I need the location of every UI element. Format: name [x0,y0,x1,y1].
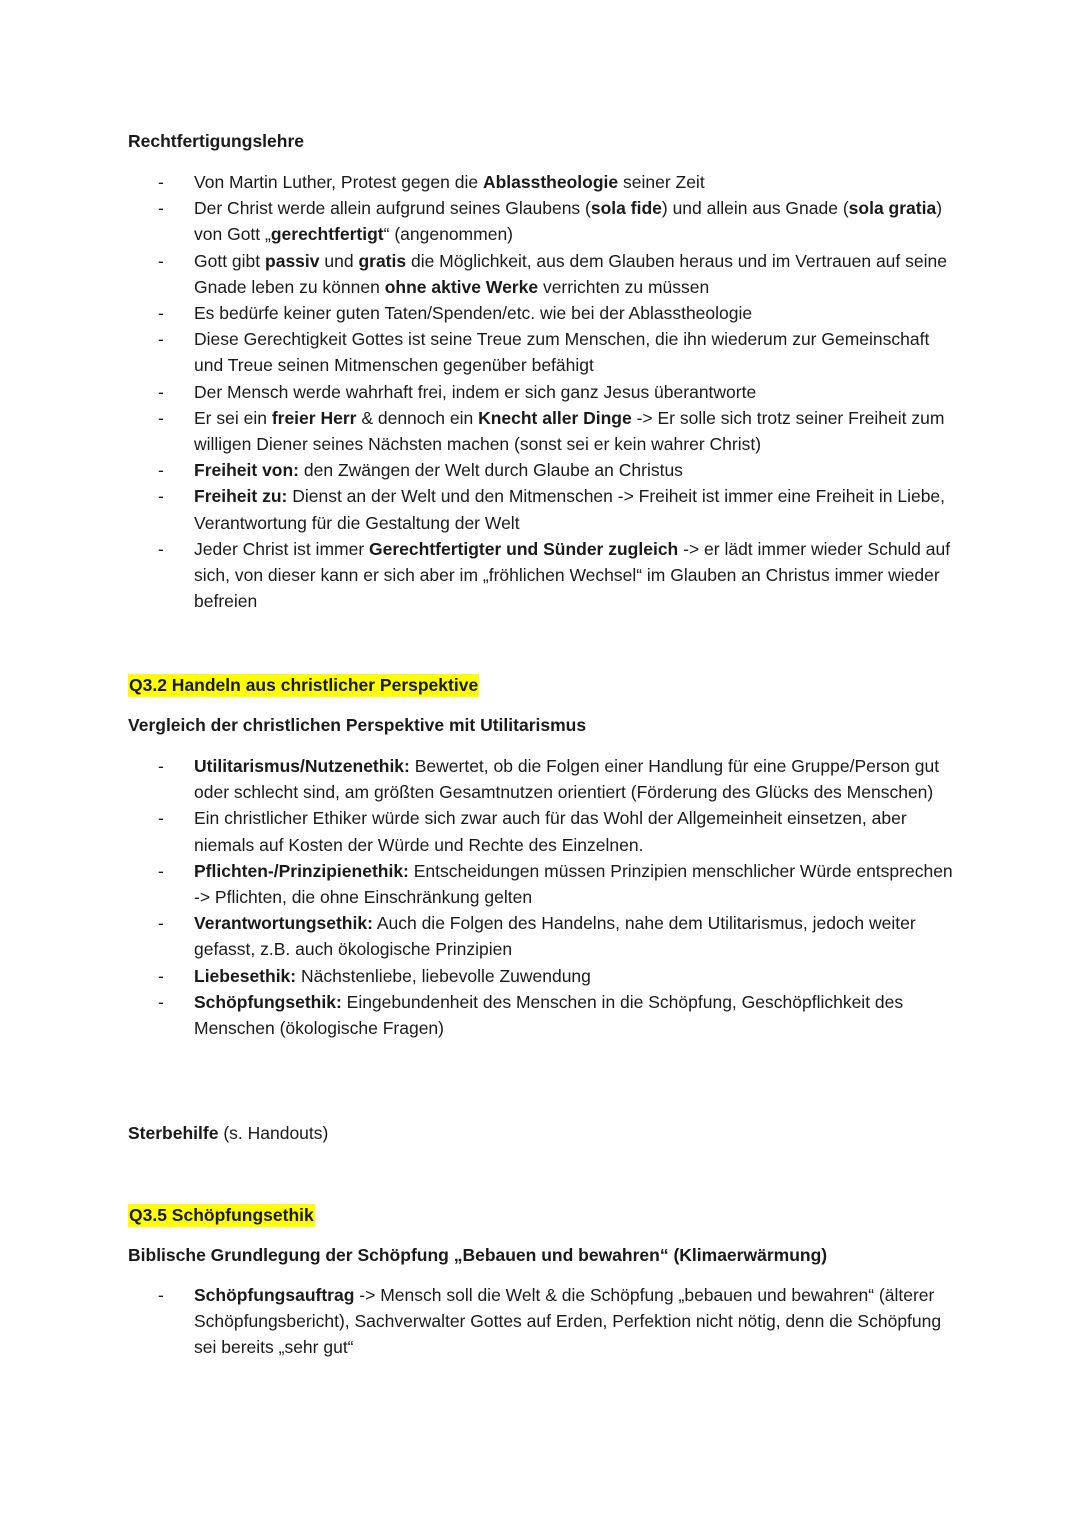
text-run: Der Christ werde allein aufgrund seines Glaubens ( [194,198,591,219]
heading-q3-2 [128,672,479,698]
bold-term: sola gratia [848,198,937,219]
list-item [128,858,958,910]
text-run: Ein christlicher Ethiker würde sich zwar auch für das Wohl der Allgemeinheit einsetzen, aber niemals auf Kosten der Würde und Rechte des Einzelnen. [194,808,907,855]
heading-q3-5 [128,1202,315,1228]
bold-term: Ablasstheologie [482,172,619,192]
sterbehilfe-note: (s. Handouts) [218,1123,329,1143]
list-item [128,910,958,962]
list-item [128,1282,958,1361]
bold-term: sola fide [590,198,662,219]
bold-term: Pflichten-/Prinzipienethik: [194,860,409,881]
highlight-q3-5: Q3.5 Schöpfungsethik [129,1205,314,1225]
bold-term: ohne aktive Werke [384,276,539,297]
bold-term: Schöpfungsauftrag [194,1285,355,1305]
text-run: “ (angenommen) [383,224,514,245]
bold-term: gerechtfertigt [270,224,384,245]
text-run: seiner Zeit [618,172,705,192]
highlight-q3-2: Q3.2 Handeln aus christlicher Perspektive [129,675,479,695]
text-run: -> er lädt immer wieder Schuld auf sich, von dieser kann er sich aber im „fröhlichen Wechsel“ im Glauben an Christus immer wieder befreien [194,538,951,612]
bold-term: freier Herr [271,407,357,428]
text-run: Nächstenliebe, liebevolle Zuwendung [296,965,591,986]
text-run: Diese Gerechtigkeit Gottes ist seine Treue zum Menschen, die ihn wiederum zur Gemeinschaft und Treue seinen Mitmenschen gegenüber befähigt [194,329,930,376]
list-q3-2 [128,753,958,1041]
list-item [128,169,958,195]
bold-term: passiv [265,250,320,271]
list-item [128,195,958,247]
bold-term: Freiheit von: [194,460,300,481]
list-item [128,248,958,300]
text-run: -> Er solle sich trotz seiner Freiheit zum willigen Diener seines Nächsten machen (sonst sei er kein wahrer Christ) [194,407,945,455]
list-rechtfertigungslehre [128,169,958,614]
bold-term: Schöpfungsethik: [194,991,342,1012]
list-item [128,300,958,326]
text-run: Es bedürfe keiner guten Taten/Spenden/etc. wie bei der Ablasstheologie [194,303,753,324]
list-q3-5 [128,1282,958,1361]
text-run: den Zwängen der Welt durch Glaube an Christus [299,460,683,481]
text-run: verrichten zu müssen [538,276,710,297]
list-item [128,457,958,483]
text-run: die Möglichkeit, aus dem Glauben heraus und im Vertrauen auf seine Gnade leben zu können [194,250,947,297]
text-run: -> Mensch soll die Welt & die Schöpfung „bebauen und bewahren“ (älterer Schöpfungsbericht), Sachverwalter Gottes auf Erden, Perfektion nicht nötig, denn die Schöpfung sei bereits „sehr gut“ [194,1285,942,1358]
text-run: Dienst an der Welt und den Mitmenschen -> Freiheit ist immer eine Freiheit in Liebe, Verantwortung für die Gestaltung der Welt [194,486,946,533]
text-run: & dennoch ein [356,407,479,428]
heading-rechtfertigungslehre: Rechtfertigungslehre [128,131,304,151]
heading-sterbehilfe [128,1120,328,1146]
list-item [128,753,958,805]
text-run: Auch die Folgen des Handelns, nahe dem Utilitarismus, jedoch weiter gefasst, z.B. auch ökologische Prinzipien [194,913,916,960]
list-item [128,536,958,615]
bold-term: Verantwortungsethik: [194,913,373,934]
list-item [128,326,958,378]
text-run: Bewertet, ob die Folgen einer Handlung für eine Gruppe/Person gut oder schlecht sind, am größten Gesamtnutzen orientiert (Förderung des Glücks des Menschen) [194,756,940,803]
list-item [128,989,958,1041]
text-run: Von Martin Luther, Protest gegen die [194,172,483,192]
text-run: Er sei ein [194,407,272,428]
text-run: Der Mensch werde wahrhaft frei, indem er sich ganz Jesus überantworte [194,381,757,402]
bold-term: Gerechtfertigter und Sünder zugleich [369,538,679,559]
list-item [128,963,958,989]
bold-term: Utilitarismus/Nutzenethik: [194,756,410,776]
bold-term: Knecht aller Dinge [478,407,632,428]
list-item [128,405,958,457]
bold-term: Freiheit zu: [194,486,288,507]
text-run: ) von Gott „ [194,198,943,245]
text-run: und [319,250,359,271]
list-item [128,483,958,535]
list-item [128,805,958,857]
subheading-bebauen-bewahren: Biblische Grundlegung der Schöpfung „Bebauen und bewahren“ (Klimaerwärmung) [128,1245,828,1265]
text-run: Gott gibt [194,250,266,271]
text-run: ) und allein aus Gnade ( [661,198,849,219]
bold-term: gratis [358,250,407,271]
text-run: Entscheidungen müssen Prinzipien menschlicher Würde entsprechen -> Pflichten, die ohne Einschränkung gelten [194,860,953,908]
text-run: Eingebundenheit des Menschen in die Schöpfung, Geschöpflichkeit des Menschen (ökologische Fragen) [194,991,904,1039]
sterbehilfe-title: Sterbehilfe [128,1123,219,1143]
list-item [128,379,958,405]
bold-term: Liebesethik: [194,965,297,986]
subheading-utilitarismus-vergleich: Vergleich der christlichen Perspektive mit Utilitarismus [128,715,587,735]
text-run: Jeder Christ ist immer [194,538,370,559]
